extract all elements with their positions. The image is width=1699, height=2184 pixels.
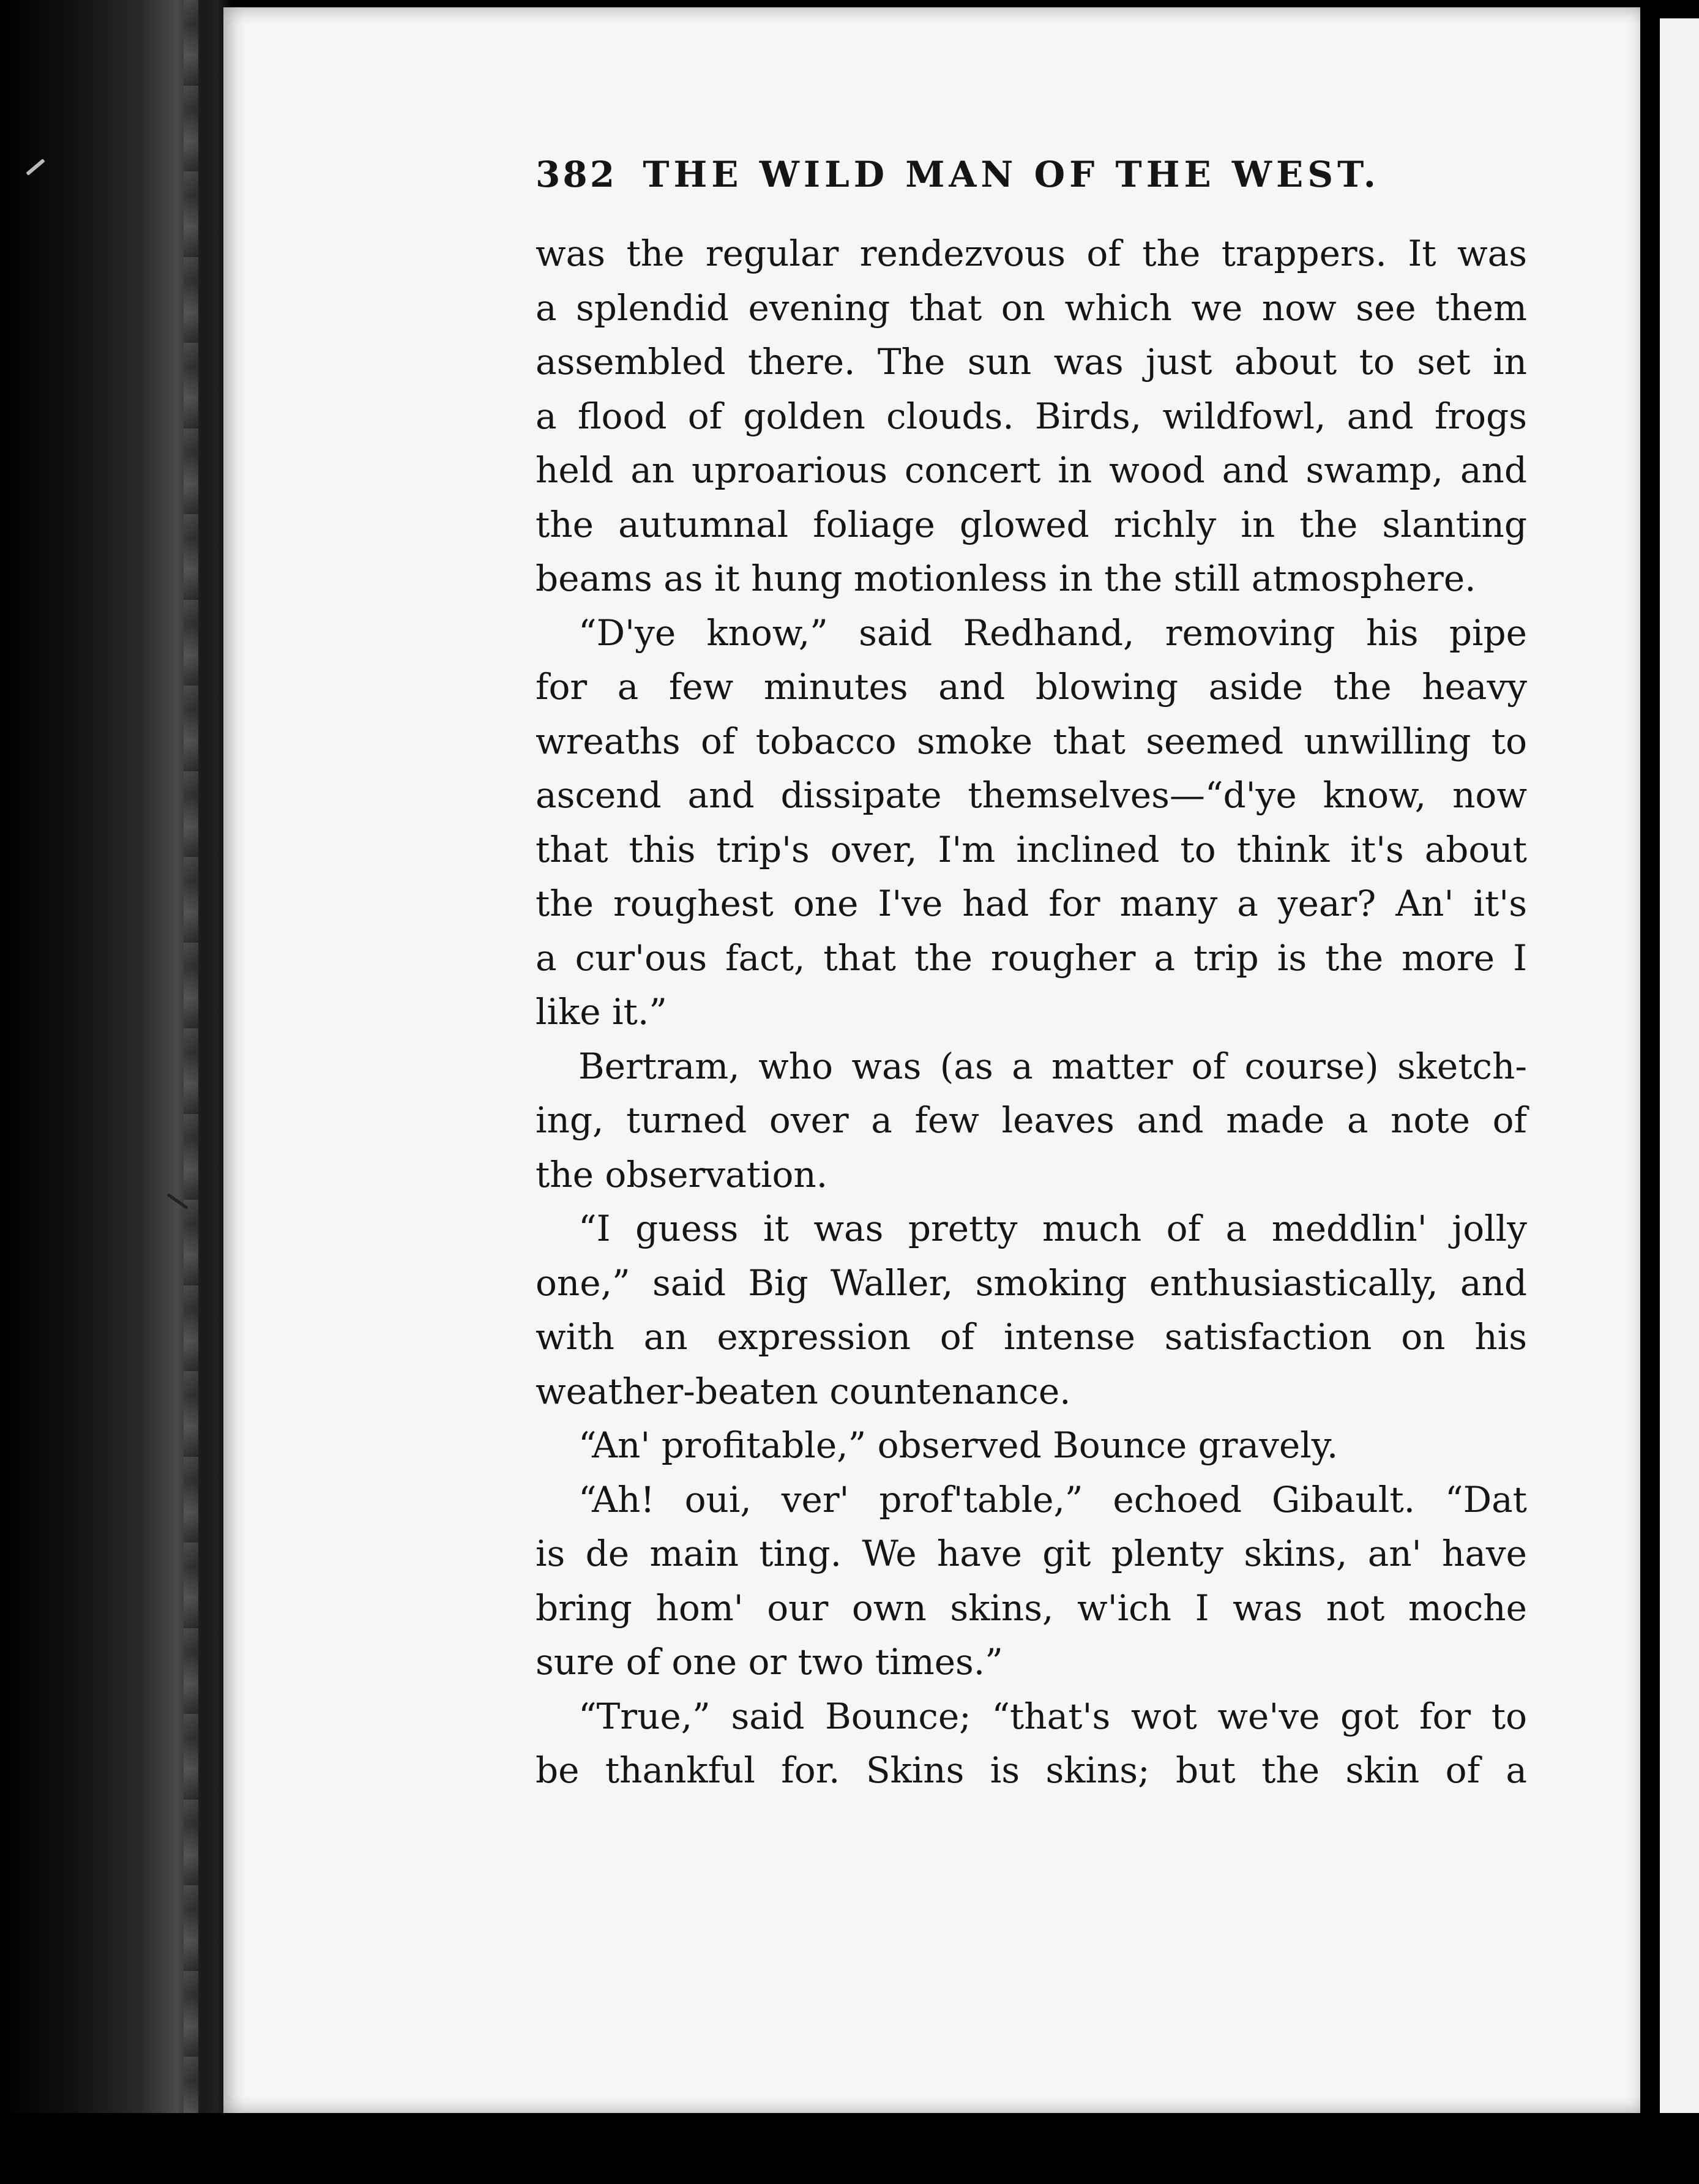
text-line: with an expression of intense satisfaction on his [536, 1316, 1527, 1358]
text-line: is de main ting. We have git plenty skins, an' have [536, 1533, 1527, 1574]
text-line: held an uproarious concert in wood and swamp, and [536, 449, 1527, 491]
text-line: “D'ye know,” said Redhand, removing his pipe [578, 611, 1527, 654]
text-line: a cur'ous fact, that the rougher a trip is the more I [536, 937, 1527, 979]
text-line: “An' profitable,” observed Bounce gravely. [578, 1424, 1339, 1466]
bottom-edge-shadow [0, 2113, 1699, 2184]
text-line: the roughest one I've had for many a year? An' it's [536, 883, 1527, 924]
text-line: ascend and dissipate themselves—“d'ye know, now [536, 774, 1527, 816]
text-line: weather-beaten countenance. [536, 1370, 1071, 1412]
text-line: “True,” said Bounce; “that's wot we've got for to [578, 1695, 1527, 1737]
text-line: bring hom' our own skins, w'ich I was not moche [536, 1587, 1527, 1629]
text-line: was the regular rendezvous of the trappers. It was [536, 233, 1527, 274]
text-line: ing, turned over a few leaves and made a note of [536, 1099, 1527, 1141]
text-line: one,” said Big Waller, smoking enthusiastically, and [536, 1262, 1527, 1304]
text-line: that this trip's over, I'm inclined to think it's about [536, 828, 1527, 870]
running-head [536, 147, 1380, 202]
text-line: the autumnal foliage glowed richly in the slanting [536, 503, 1527, 545]
text-line: wreaths of tobacco smoke that seemed unwilling to [536, 720, 1527, 762]
text-line: a splendid evening that on which we now see them [536, 286, 1527, 329]
running-title: THE WILD MAN OF THE WEST. [643, 154, 1380, 195]
text-line: a flood of golden clouds. Birds, wildfowl, and frogs [536, 395, 1527, 437]
body-text [536, 226, 1527, 1798]
text-line: beams as it hung motionless in the still atmosphere. [536, 558, 1476, 599]
text-line: Bertram, who was (as a matter of course) sketch- [578, 1045, 1527, 1087]
text-line: for a few minutes and blowing aside the heavy [536, 666, 1527, 708]
page-number: 382 [536, 154, 618, 195]
text-line: “I guess it was pretty much of a meddlin' jolly [578, 1208, 1527, 1249]
text-line: sure of one or two times.” [536, 1641, 1003, 1683]
right-edge-shadow [1640, 0, 1659, 2184]
text-line: “Ah! oui, ver' prof'table,” echoed Gibault. “Dat [578, 1478, 1527, 1520]
text-line: be thankful for. Skins is skins; but the skin of a [536, 1749, 1527, 1791]
text-line: like it.” [536, 991, 667, 1033]
text-line: assembled there. The sun was just about to set in [536, 341, 1527, 383]
gutter-streak [184, 0, 198, 2184]
facing-page-sliver [1660, 18, 1699, 2184]
text-line: the observation. [536, 1153, 828, 1195]
